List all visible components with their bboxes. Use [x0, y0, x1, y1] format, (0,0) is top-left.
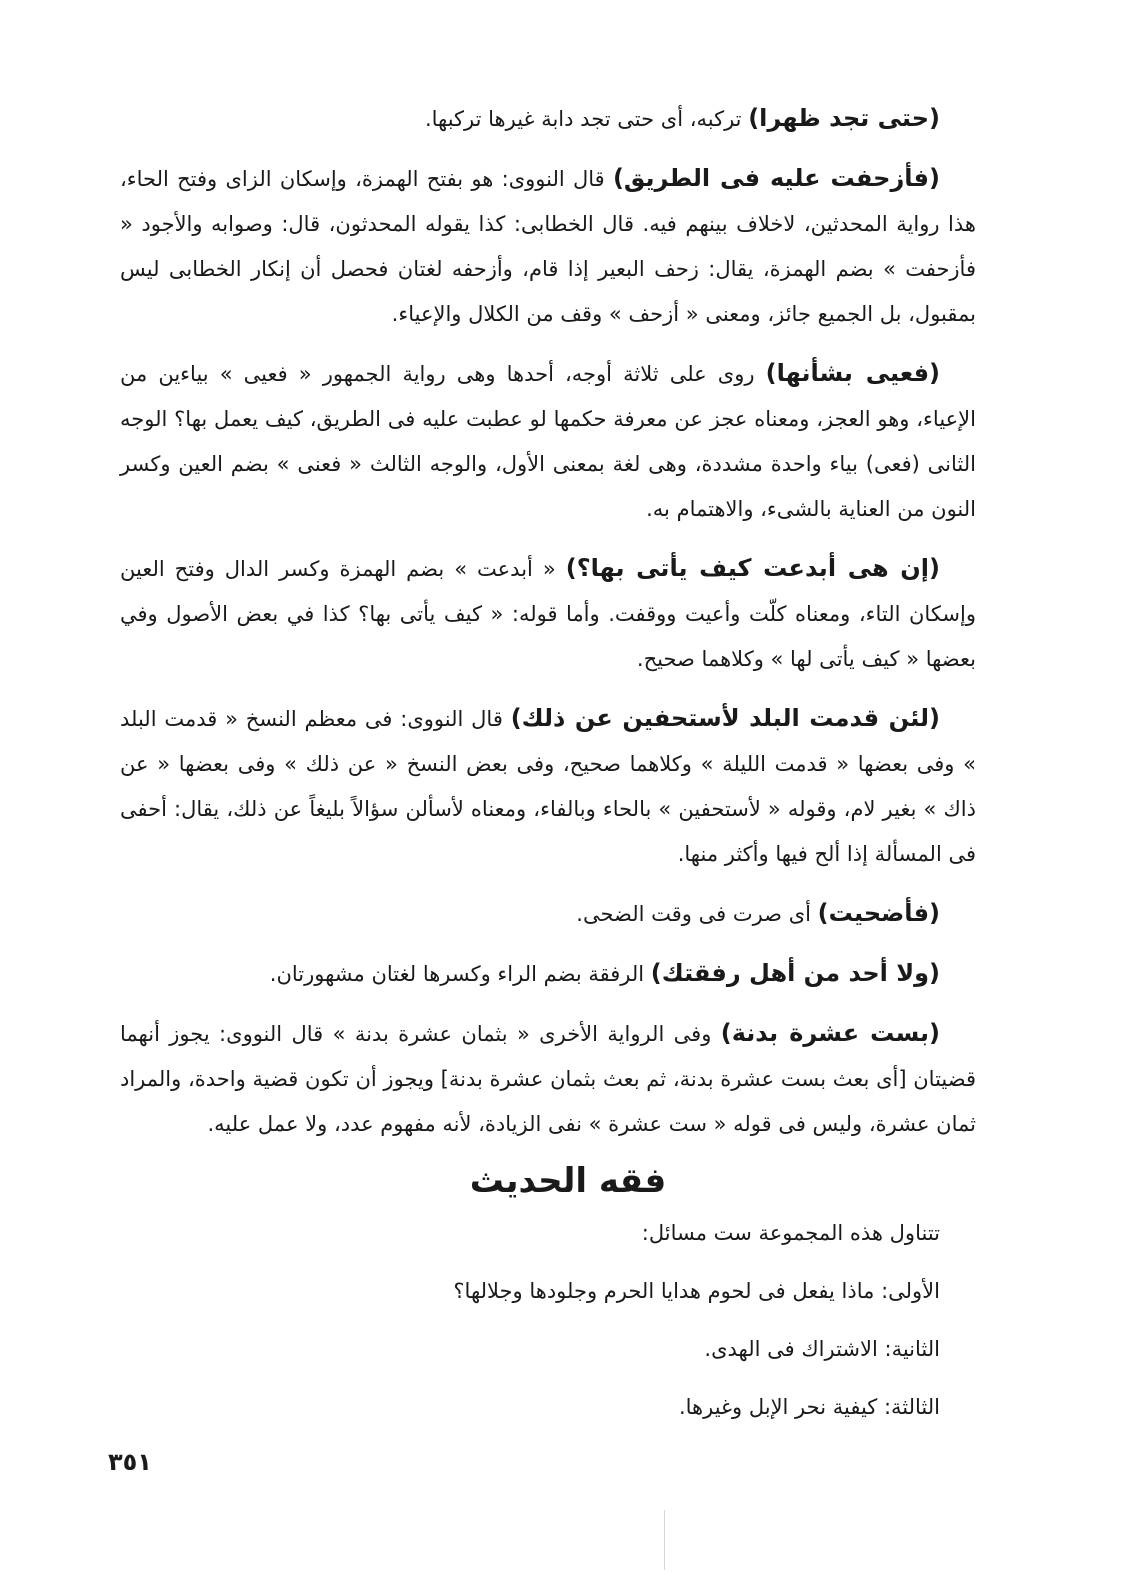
issue-item: الثالثة: كيفية نحر الإبل وغيرها. [678, 1395, 940, 1419]
commentary-paragraph [120, 696, 976, 877]
hadith-lemma: (حتى تجد ظهرا) [748, 104, 940, 132]
commentary-paragraph [120, 891, 976, 937]
issue-item: الأولى: ماذا يفعل فى لحوم هدايا الحرم وجلودها وجلالها؟ [453, 1279, 940, 1303]
commentary-paragraph [120, 1011, 976, 1147]
hadith-lemma: (لئن قدمت البلد لأستحفين عن ذلك) [510, 704, 941, 732]
section-title: فقه الحديث [469, 1161, 667, 1202]
issue-item: الثانية: الاشتراك فى الهدى. [704, 1337, 940, 1361]
paragraph-body: قال النووى: هو بفتح الهمزة، وإسكان الزاى وفتح الحاء، هذا رواية المحدثين، لاخلاف بينهم فيه. قال الخطابى: كذا يقوله المحدثون، قال: وصوابه والأجود « فأزحفت » بضم الهمزة، يقال: زحف البعير إذا قام، وأزحفه لغتان فحصل أن إنكار الخطابى ليس بمقبول، بل الجميع جائز، ومعنى « أزحف » وقف من الكلال والإعياء. [120, 167, 976, 326]
hadith-lemma: (فأزحفت عليه فى الطريق) [612, 164, 940, 192]
hadith-lemma: (إن هى أبدعت كيف يأتى بها؟) [565, 554, 940, 582]
issues-intro: تتناول هذه المجموعة ست مسائل: [641, 1221, 940, 1245]
hadith-lemma: (فعيى بشأنها) [765, 359, 940, 387]
commentary-paragraph [120, 951, 976, 997]
paragraph-body: وفى الرواية الأخرى « بثمان عشرة بدنة » قال النووى: يجوز أنهما قضيتان [أى بعث بست عشرة بدنة، ثم بعث بثمان عشرة بدنة] ويجوز أن تكون قضية واحدة، والمراد ثمان عشرة، وليس فى قوله « ست عشرة » نفى الزيادة، لأنه مفهوم عدد، ولا عمل عليه. [120, 1022, 976, 1136]
commentary-paragraph [120, 156, 976, 337]
hadith-lemma: (فأضحيت) [817, 899, 940, 927]
commentary-paragraph [120, 96, 976, 142]
hadith-lemma: (بست عشرة بدنة) [720, 1019, 940, 1047]
page-number: ٣٥١ [108, 1448, 152, 1476]
paragraph-body: تركبه، أى حتى تجد دابة غيرها تركبها. [424, 107, 749, 131]
paragraph-body: الرفقة بضم الراء وكسرها لغتان مشهورتان. [269, 962, 651, 986]
commentary-text [120, 96, 976, 1161]
paragraph-body: « أبدعت » بضم الهمزة وكسر الدال وفتح العين وإسكان التاء، ومعناه كلّت وأعيت ووقفت. وأما قوله: « كيف يأتى بها؟ كذا في بعض الأصول وفي بعضها « كيف يأتى لها » وكلاهما صحيح. [120, 557, 976, 671]
hadith-lemma: (ولا أحد من أهل رفقتك) [650, 959, 940, 987]
commentary-paragraph [120, 546, 976, 682]
scan-artifact-line [664, 1510, 665, 1570]
paragraph-body: أى صرت فى وقت الضحى. [576, 902, 818, 926]
issues-list [120, 1204, 976, 1436]
paragraph-body: روى على ثلاثة أوجه، أحدها وهى رواية الجمهور « فعيى » بياءين من الإعياء، وهو العجز، ومعناه عجز عن معرفة حكمها لو عطبت عليه فى الطريق، كيف يعمل بها؟ الوجه الثانى (فعى) بياء واحدة مشددة، وهى لغة بمعنى الأول، والوجه الثالث « فعنى » بضم العين وكسر النون من العناية بالشىء، والاهتمام به. [120, 362, 976, 521]
commentary-paragraph [120, 351, 976, 532]
paragraph-body: قال النووى: فى معظم النسخ « قدمت البلد » وفى بعضها « قدمت الليلة » وكلاهما صحيح، وفى بعض النسخ « عن ذلك » وفى بعضها « عن ذاك » بغير لام، وقوله « لأستحفين » بالحاء وبالفاء، ومعناه لأسألن سؤالاً بليغاً عن ذلك، يقال: أحفى فى المسألة إذا ألح فيها وأكثر منها. [120, 707, 976, 866]
